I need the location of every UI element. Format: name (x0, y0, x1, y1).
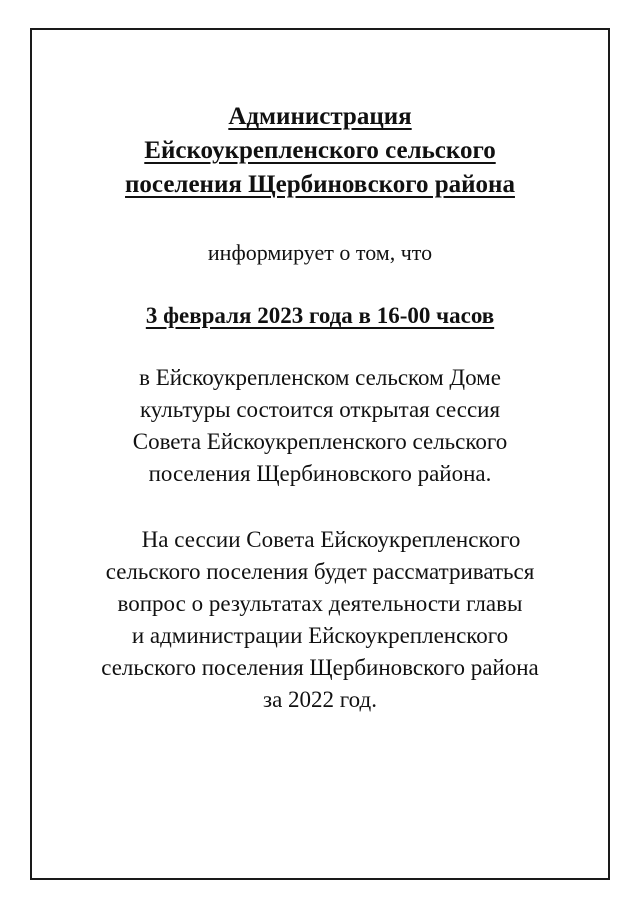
paragraph1-line: поселения Щербиновского района. (148, 461, 492, 486)
event-date: 3 февраля 2023 года в 16-00 часов (145, 303, 495, 328)
paragraph-session-announcement (34, 362, 606, 490)
paragraph-session-agenda (34, 524, 606, 716)
paragraph2-line: На сессии Совета Ейскоукрепленского (141, 527, 521, 552)
paragraph2-line: сельского поселения Щербиновского района (101, 655, 539, 680)
paragraph2-line: вопрос о результатах деятельности главы (117, 591, 523, 616)
paragraph2-line: за 2022 год. (263, 687, 377, 712)
heading-line-3: поселения Щербиновского района (125, 171, 515, 198)
paragraph1-line: культуры состоится открытая сессия (139, 397, 501, 422)
paragraph1-line: Совета Ейскоукрепленского сельского (132, 429, 508, 454)
heading-line-1: Администрация (228, 103, 412, 130)
paragraph2-line: и администрации Ейскоукрепленского (131, 623, 509, 648)
informs-text: информирует о том, что (207, 240, 433, 265)
heading-line-2: Ейскоукрепленского сельского (144, 137, 496, 164)
paragraph1-line: в Ейскоукрепленском сельском Доме (139, 365, 501, 390)
paragraph2-line: сельского поселения будет рассматриваться (105, 559, 535, 584)
